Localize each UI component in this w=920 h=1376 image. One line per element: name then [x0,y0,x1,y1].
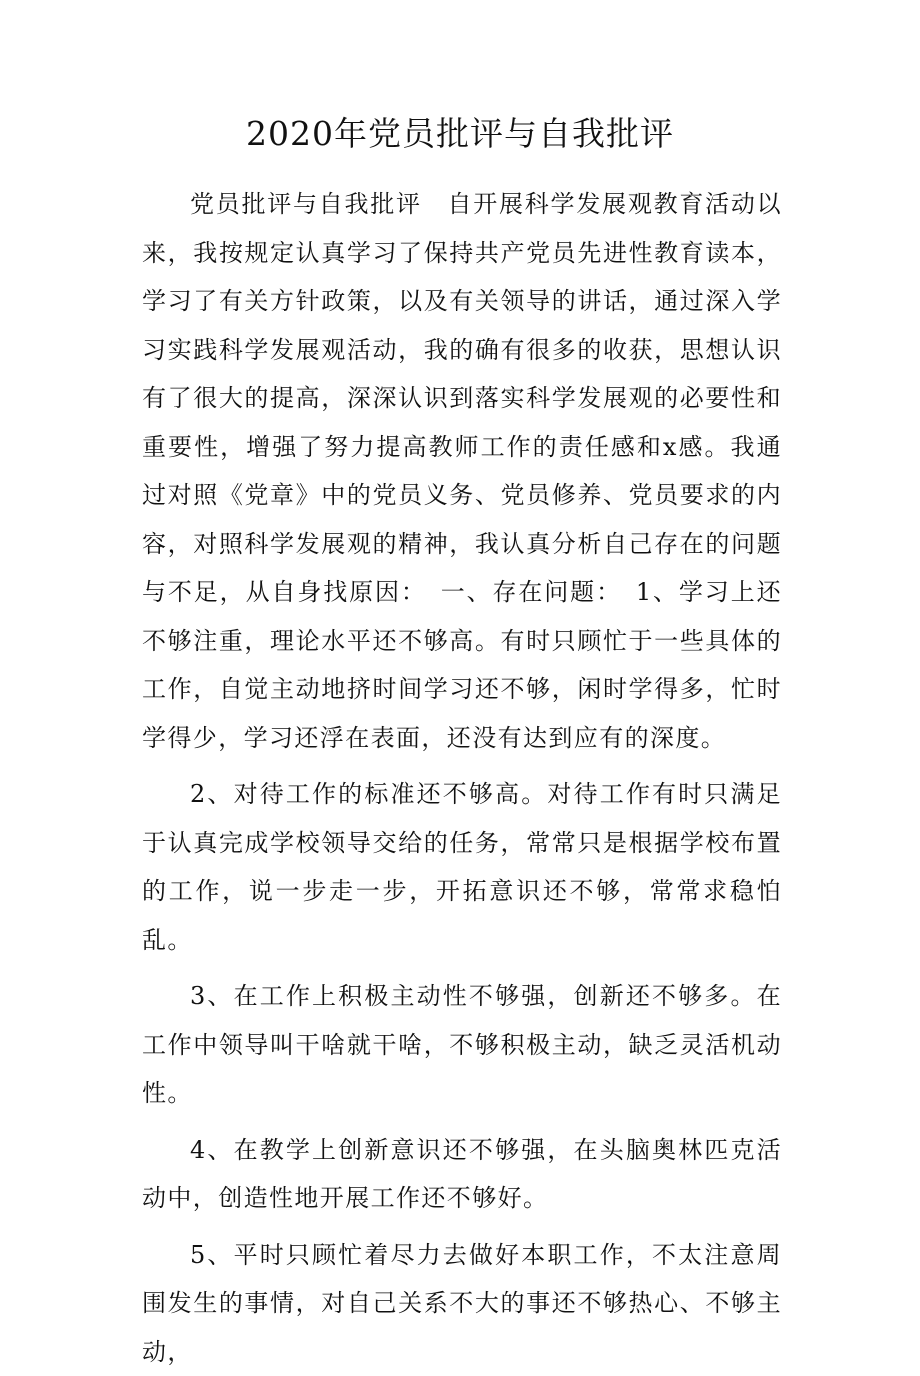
paragraph-item-5: 5、平时只顾忙着尽力去做好本职工作，不太注意周围发生的事情，对自己关系不大的事还不够热心、不够主动， [142,1231,782,1376]
document-title: 2020年党员批评与自我批评 [0,108,920,160]
paragraph-item-4: 4、在教学上创新意识还不够强，在头脑奥林匹克活动中，创造性地开展工作还不够好。 [142,1126,782,1223]
document-body [142,180,782,1376]
paragraph-intro: 党员批评与自我批评 自开展科学发展观教育活动以来，我按规定认真学习了保持共产党员先进性教育读本，学习了有关方针政策，以及有关领导的讲话，通过深入学习实践科学发展观活动，我的确有很多的收获，思想认识有了很大的提高，深深认识到落实科学发展观的必要性和重要性，增强了努力提高教师工作的责任感和x感。我通过对照《党章》中的党员义务、党员修养、党员要求的内容，对照科学发展观的精神，我认真分析自己存在的问题与不足，从自身找原因： 一、存在问题： 1、学习上还不够注重，理论水平还不够高。有时只顾忙于一些具体的工作，自觉主动地挤时间学习还不够，闲时学得多，忙时学得少，学习还浮在表面，还没有达到应有的深度。 [142,180,782,762]
paragraph-item-2: 2、对待工作的标准还不够高。对待工作有时只满足于认真完成学校领导交给的任务，常常只是根据学校布置的工作，说一步走一步，开拓意识还不够，常常求稳怕乱。 [142,770,782,964]
paragraph-item-3: 3、在工作上积极主动性不够强，创新还不够多。在工作中领导叫干啥就干啥，不够积极主动，缺乏灵活机动性。 [142,972,782,1118]
